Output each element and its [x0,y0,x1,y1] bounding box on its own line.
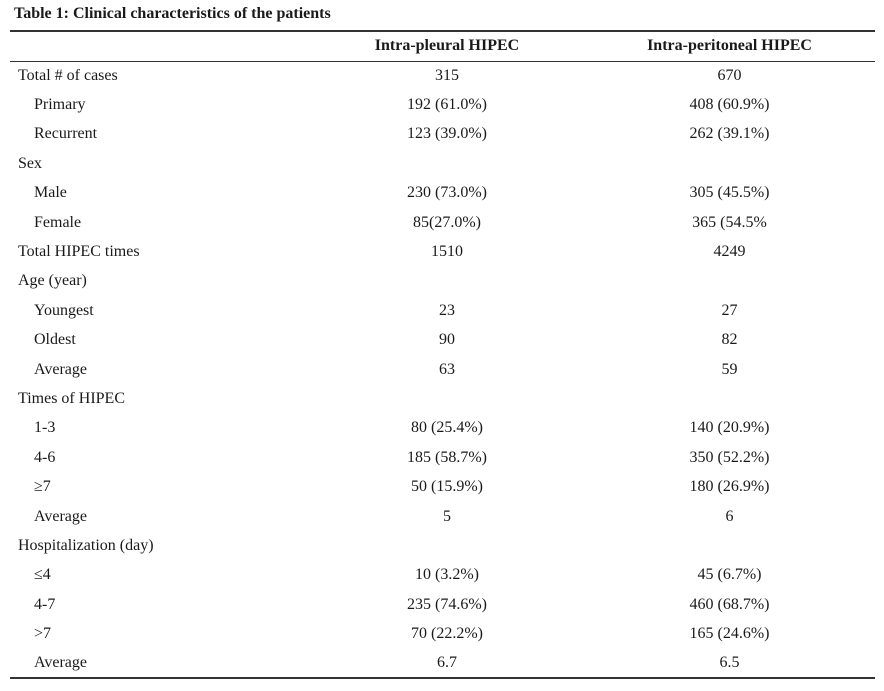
row-label: Average [34,360,87,378]
row-label: Total # of cases [18,66,118,84]
cell-intra-pleural: 23 [439,301,455,319]
column-header-intra-peritoneal: Intra-peritoneal HIPEC [584,31,875,61]
cell-intra-pleural: 6.7 [310,649,584,678]
row-label: Primary [34,96,86,114]
cell-intra-pleural [310,384,584,413]
row-label: Total HIPEC times [18,243,140,261]
cell-intra-peritoneal: 670 [717,66,742,84]
cell-intra-peritoneal: 460 (68.7%) [689,595,770,613]
cell-intra-pleural: 50 (15.9%) [411,478,483,496]
row-label: Male [34,184,67,202]
cell-intra-pleural: 123 (39.0%) [407,125,487,143]
table-row [10,208,875,237]
table-row [10,296,875,325]
row-label: ≥7 [34,478,51,496]
table-caption: Table 1: Clinical characteristics of the patients [14,5,331,22]
table-row [10,531,875,560]
table-header-row [10,31,875,61]
cell-intra-pleural [310,149,584,178]
row-label: Female [34,213,82,231]
table-row [10,561,875,590]
cell-intra-peritoneal: 6 [725,507,734,525]
cell-intra-peritoneal: 4249 [713,243,746,261]
cell-intra-peritoneal: 140 (20.9%) [689,419,770,437]
row-label: Age (year) [18,272,87,290]
table-row [10,414,875,443]
row-label: ≤4 [34,566,51,584]
cell-intra-pleural: 70 (22.2%) [411,625,483,643]
column-header-intra-pleural: Intra-pleural HIPEC [310,31,584,61]
cell-intra-pleural: 235 (74.6%) [407,595,487,613]
table-row [10,237,875,266]
row-label: Recurrent [34,125,98,143]
cell-intra-peritoneal: 165 (24.6%) [689,625,770,643]
table-row [10,61,875,90]
table-row [10,120,875,149]
cell-intra-peritoneal: 59 [721,360,738,378]
cell-intra-peritoneal: 45 (6.7%) [697,566,762,584]
cell-intra-pleural: 315 [435,66,459,84]
row-label: Youngest [34,301,94,319]
cell-intra-pleural: 63 [439,360,455,378]
table-row [10,326,875,355]
table-row [10,619,875,648]
table-row [10,472,875,501]
cell-intra-peritoneal: 27 [721,301,738,319]
cell-intra-peritoneal: 180 (26.9%) [689,478,770,496]
row-label: 4-6 [34,448,56,466]
table-row [10,90,875,119]
row-label: 4-7 [34,595,56,613]
cell-intra-peritoneal: 262 (39.1%) [689,125,770,143]
cell-intra-pleural: 230 (73.0%) [407,184,487,202]
clinical-characteristics-table-container [10,30,875,679]
cell-intra-pleural: 5 [443,507,451,525]
table-row [10,590,875,619]
column-header-label [10,31,310,61]
cell-intra-pleural: 80 (25.4%) [411,419,483,437]
cell-intra-pleural: 185 (58.7%) [407,448,487,466]
table-row [10,267,875,296]
cell-intra-pleural: 1510 [431,243,463,261]
cell-intra-peritoneal [584,531,875,560]
row-label: 1-3 [34,419,56,437]
row-label: Oldest [34,331,76,349]
cell-intra-pleural: 192 (61.0%) [407,96,487,114]
cell-intra-pleural [310,267,584,296]
row-label: Hospitalization (day) [18,536,154,554]
table-row [10,355,875,384]
row-label: >7 [34,625,52,643]
cell-intra-peritoneal: 82 [721,331,738,349]
table-row [10,149,875,178]
cell-intra-peritoneal: 6.5 [584,649,875,678]
cell-intra-peritoneal: 365 (54.5% [692,213,767,231]
row-label: Times of HIPEC [18,389,125,407]
row-label: Average [34,507,87,525]
cell-intra-peritoneal: 305 (45.5%) [689,184,770,202]
table-row [10,502,875,531]
table-row [10,179,875,208]
row-label: Sex [18,154,42,172]
cell-intra-peritoneal [584,384,875,413]
table-row [10,384,875,413]
cell-intra-peritoneal [584,149,875,178]
table-row [10,649,875,678]
cell-intra-peritoneal: 408 (60.9%) [689,96,770,114]
cell-intra-pleural [310,531,584,560]
cell-intra-pleural: 10 (3.2%) [415,566,479,584]
cell-intra-peritoneal: 350 (52.2%) [689,448,770,466]
cell-intra-pleural: 90 [439,331,455,349]
table-row [10,443,875,472]
cell-intra-peritoneal [584,267,875,296]
cell-intra-pleural: 85(27.0%) [413,213,481,231]
clinical-characteristics-table [10,30,875,679]
row-label: Average [10,649,310,678]
